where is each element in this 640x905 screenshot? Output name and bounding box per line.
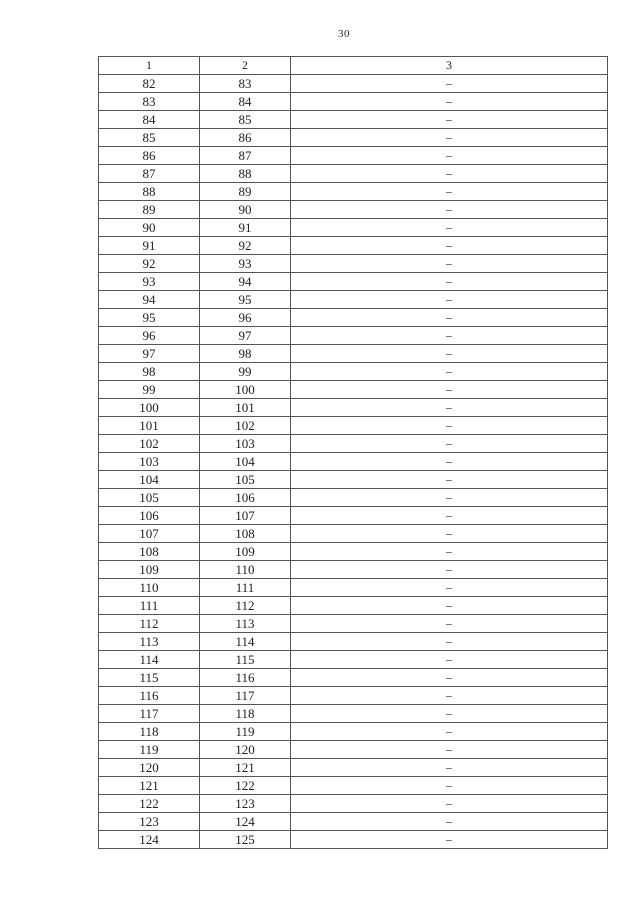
table-row bbox=[99, 201, 608, 219]
table-cell-col-3: – bbox=[291, 687, 608, 705]
table-row bbox=[99, 417, 608, 435]
table-cell-col-1: 115 bbox=[99, 669, 200, 687]
table-cell-col-2: 87 bbox=[200, 147, 291, 165]
table-cell-col-1: 104 bbox=[99, 471, 200, 489]
table-cell-col-3: – bbox=[291, 273, 608, 291]
table-cell-col-2: 117 bbox=[200, 687, 291, 705]
table-row bbox=[99, 579, 608, 597]
table-cell-col-2: 95 bbox=[200, 291, 291, 309]
data-table bbox=[98, 56, 608, 849]
table-cell-col-3: – bbox=[291, 183, 608, 201]
table-cell-col-2: 99 bbox=[200, 363, 291, 381]
table-cell-col-1: 110 bbox=[99, 579, 200, 597]
table-cell-col-3: – bbox=[291, 111, 608, 129]
table-row bbox=[99, 93, 608, 111]
table-cell-col-3: – bbox=[291, 723, 608, 741]
table-cell-col-3: – bbox=[291, 579, 608, 597]
table-row bbox=[99, 237, 608, 255]
table-cell-col-3: – bbox=[291, 165, 608, 183]
table-cell-col-3: – bbox=[291, 291, 608, 309]
table-row bbox=[99, 399, 608, 417]
table-cell-col-2: 88 bbox=[200, 165, 291, 183]
table-cell-col-2: 115 bbox=[200, 651, 291, 669]
table-cell-col-2: 83 bbox=[200, 75, 291, 93]
table-cell-col-1: 118 bbox=[99, 723, 200, 741]
table-cell-col-2: 120 bbox=[200, 741, 291, 759]
table-row bbox=[99, 291, 608, 309]
table-cell-col-1: 86 bbox=[99, 147, 200, 165]
table-row bbox=[99, 507, 608, 525]
table-cell-col-2: 100 bbox=[200, 381, 291, 399]
table-cell-col-1: 85 bbox=[99, 129, 200, 147]
table-cell-col-2: 113 bbox=[200, 615, 291, 633]
table-row bbox=[99, 363, 608, 381]
table-cell-col-1: 99 bbox=[99, 381, 200, 399]
table-row bbox=[99, 525, 608, 543]
table-cell-col-1: 96 bbox=[99, 327, 200, 345]
table-cell-col-1: 109 bbox=[99, 561, 200, 579]
table-cell-col-1: 91 bbox=[99, 237, 200, 255]
table-cell-col-1: 122 bbox=[99, 795, 200, 813]
table-cell-col-2: 106 bbox=[200, 489, 291, 507]
table-cell-col-2: 121 bbox=[200, 759, 291, 777]
table-cell-col-2: 104 bbox=[200, 453, 291, 471]
table-cell-col-1: 101 bbox=[99, 417, 200, 435]
table-cell-col-1: 108 bbox=[99, 543, 200, 561]
table-cell-col-1: 107 bbox=[99, 525, 200, 543]
table-cell-col-1: 88 bbox=[99, 183, 200, 201]
table-cell-col-3: – bbox=[291, 345, 608, 363]
column-header-2: 2 bbox=[200, 57, 291, 75]
table-cell-col-2: 101 bbox=[200, 399, 291, 417]
table-cell-col-2: 97 bbox=[200, 327, 291, 345]
table-cell-col-3: – bbox=[291, 471, 608, 489]
table-cell-col-3: – bbox=[291, 435, 608, 453]
table-row bbox=[99, 795, 608, 813]
table-row bbox=[99, 633, 608, 651]
table-row bbox=[99, 471, 608, 489]
table-row bbox=[99, 615, 608, 633]
table-row bbox=[99, 543, 608, 561]
table-cell-col-3: – bbox=[291, 543, 608, 561]
table-cell-col-2: 109 bbox=[200, 543, 291, 561]
table-row bbox=[99, 669, 608, 687]
table-cell-col-1: 100 bbox=[99, 399, 200, 417]
table-cell-col-3: – bbox=[291, 615, 608, 633]
table-row bbox=[99, 345, 608, 363]
table-cell-col-3: – bbox=[291, 705, 608, 723]
table-row bbox=[99, 831, 608, 849]
table-cell-col-3: – bbox=[291, 327, 608, 345]
table-cell-col-2: 102 bbox=[200, 417, 291, 435]
table-cell-col-2: 96 bbox=[200, 309, 291, 327]
table-cell-col-1: 113 bbox=[99, 633, 200, 651]
table-cell-col-2: 111 bbox=[200, 579, 291, 597]
table-cell-col-1: 84 bbox=[99, 111, 200, 129]
table-cell-col-1: 102 bbox=[99, 435, 200, 453]
table-cell-col-1: 82 bbox=[99, 75, 200, 93]
table-row bbox=[99, 561, 608, 579]
table-cell-col-2: 89 bbox=[200, 183, 291, 201]
table-cell-col-2: 108 bbox=[200, 525, 291, 543]
table-cell-col-3: – bbox=[291, 777, 608, 795]
table-row bbox=[99, 255, 608, 273]
table-row bbox=[99, 453, 608, 471]
table-cell-col-1: 106 bbox=[99, 507, 200, 525]
table-cell-col-2: 103 bbox=[200, 435, 291, 453]
table-cell-col-2: 92 bbox=[200, 237, 291, 255]
table-cell-col-3: – bbox=[291, 507, 608, 525]
table-cell-col-3: – bbox=[291, 633, 608, 651]
table-cell-col-2: 125 bbox=[200, 831, 291, 849]
table-cell-col-2: 90 bbox=[200, 201, 291, 219]
table-cell-col-3: – bbox=[291, 201, 608, 219]
table-cell-col-2: 84 bbox=[200, 93, 291, 111]
table-cell-col-3: – bbox=[291, 75, 608, 93]
header-row bbox=[99, 57, 608, 75]
table-cell-col-2: 110 bbox=[200, 561, 291, 579]
table-row bbox=[99, 327, 608, 345]
table-row bbox=[99, 111, 608, 129]
table-cell-col-2: 116 bbox=[200, 669, 291, 687]
table-row bbox=[99, 759, 608, 777]
table-row bbox=[99, 273, 608, 291]
page-number: 30 bbox=[338, 28, 350, 40]
table-cell-col-3: – bbox=[291, 381, 608, 399]
table-cell-col-1: 111 bbox=[99, 597, 200, 615]
table-row bbox=[99, 219, 608, 237]
table-row bbox=[99, 813, 608, 831]
table-cell-col-1: 90 bbox=[99, 219, 200, 237]
table-cell-col-1: 123 bbox=[99, 813, 200, 831]
table-row bbox=[99, 129, 608, 147]
table-row bbox=[99, 705, 608, 723]
table-row bbox=[99, 165, 608, 183]
table-cell-col-3: – bbox=[291, 489, 608, 507]
table-row bbox=[99, 183, 608, 201]
table-cell-col-1: 95 bbox=[99, 309, 200, 327]
table-cell-col-3: – bbox=[291, 219, 608, 237]
table-cell-col-2: 86 bbox=[200, 129, 291, 147]
table-cell-col-1: 112 bbox=[99, 615, 200, 633]
table-cell-col-3: – bbox=[291, 147, 608, 165]
table-cell-col-1: 97 bbox=[99, 345, 200, 363]
table-row bbox=[99, 75, 608, 93]
table-cell-col-3: – bbox=[291, 93, 608, 111]
table-cell-col-1: 92 bbox=[99, 255, 200, 273]
table-cell-col-1: 89 bbox=[99, 201, 200, 219]
table-row bbox=[99, 309, 608, 327]
table-header bbox=[99, 57, 608, 75]
table-cell-col-2: 98 bbox=[200, 345, 291, 363]
table-row bbox=[99, 687, 608, 705]
table-cell-col-1: 116 bbox=[99, 687, 200, 705]
table-cell-col-3: – bbox=[291, 417, 608, 435]
table-cell-col-2: 94 bbox=[200, 273, 291, 291]
table-cell-col-3: – bbox=[291, 363, 608, 381]
table-cell-col-1: 103 bbox=[99, 453, 200, 471]
table-cell-col-3: – bbox=[291, 255, 608, 273]
table-row bbox=[99, 723, 608, 741]
column-header-1: 1 bbox=[99, 57, 200, 75]
table-row bbox=[99, 597, 608, 615]
table-cell-col-3: – bbox=[291, 813, 608, 831]
table-row bbox=[99, 489, 608, 507]
table-cell-col-3: – bbox=[291, 237, 608, 255]
table-cell-col-3: – bbox=[291, 129, 608, 147]
table-cell-col-2: 107 bbox=[200, 507, 291, 525]
table-cell-col-2: 91 bbox=[200, 219, 291, 237]
table-cell-col-3: – bbox=[291, 525, 608, 543]
table-cell-col-3: – bbox=[291, 795, 608, 813]
table-row bbox=[99, 435, 608, 453]
table-cell-col-1: 121 bbox=[99, 777, 200, 795]
table-row bbox=[99, 651, 608, 669]
table-cell-col-2: 85 bbox=[200, 111, 291, 129]
table-cell-col-1: 87 bbox=[99, 165, 200, 183]
table-row bbox=[99, 777, 608, 795]
table-cell-col-1: 93 bbox=[99, 273, 200, 291]
table-cell-col-3: – bbox=[291, 453, 608, 471]
table-cell-col-2: 119 bbox=[200, 723, 291, 741]
table-cell-col-2: 93 bbox=[200, 255, 291, 273]
table-row bbox=[99, 741, 608, 759]
table-cell-col-2: 118 bbox=[200, 705, 291, 723]
table-row bbox=[99, 147, 608, 165]
table-cell-col-1: 94 bbox=[99, 291, 200, 309]
table-cell-col-2: 122 bbox=[200, 777, 291, 795]
table-cell-col-2: 112 bbox=[200, 597, 291, 615]
table-cell-col-1: 119 bbox=[99, 741, 200, 759]
table-cell-col-3: – bbox=[291, 597, 608, 615]
table-cell-col-1: 98 bbox=[99, 363, 200, 381]
table-cell-col-1: 117 bbox=[99, 705, 200, 723]
table-row bbox=[99, 381, 608, 399]
table-cell-col-2: 105 bbox=[200, 471, 291, 489]
table-cell-col-1: 124 bbox=[99, 831, 200, 849]
table-cell-col-2: 123 bbox=[200, 795, 291, 813]
table-cell-col-3: – bbox=[291, 651, 608, 669]
table-cell-col-3: – bbox=[291, 759, 608, 777]
column-header-3: 3 bbox=[291, 57, 608, 75]
table-cell-col-2: 124 bbox=[200, 813, 291, 831]
table-cell-col-1: 114 bbox=[99, 651, 200, 669]
table-cell-col-2: 114 bbox=[200, 633, 291, 651]
table-cell-col-3: – bbox=[291, 561, 608, 579]
table-cell-col-1: 83 bbox=[99, 93, 200, 111]
table-cell-col-1: 120 bbox=[99, 759, 200, 777]
table-cell-col-3: – bbox=[291, 741, 608, 759]
table-cell-col-1: 105 bbox=[99, 489, 200, 507]
table-cell-col-3: – bbox=[291, 831, 608, 849]
table-cell-col-3: – bbox=[291, 309, 608, 327]
table-cell-col-3: – bbox=[291, 399, 608, 417]
table-body bbox=[99, 75, 608, 849]
table-cell-col-3: – bbox=[291, 669, 608, 687]
